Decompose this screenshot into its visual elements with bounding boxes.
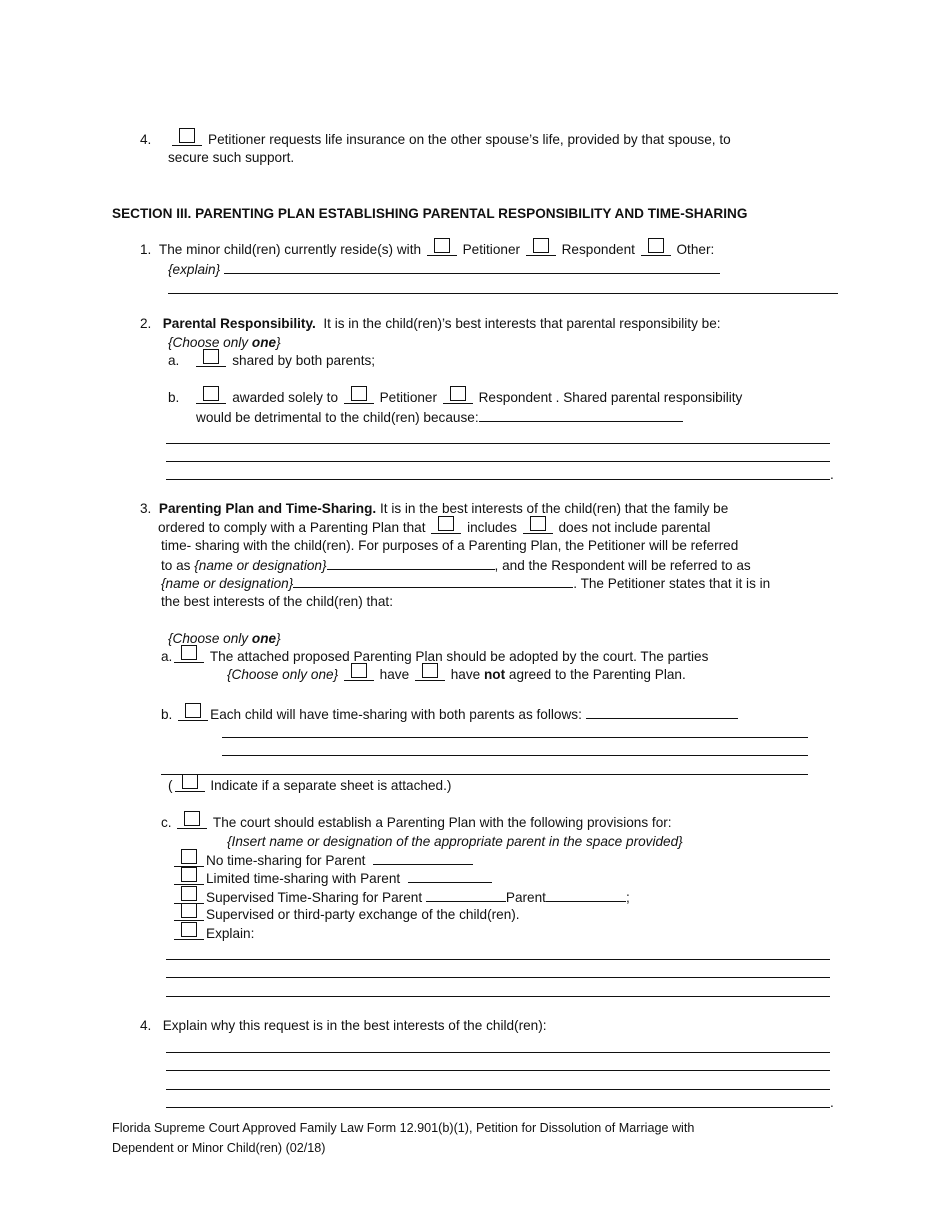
court-establish-checkbox[interactable] <box>177 814 207 829</box>
option-label: Other: <box>676 242 715 257</box>
explain-line[interactable] <box>166 977 830 978</box>
explain-line[interactable] <box>166 996 830 997</box>
q1 <box>140 241 714 259</box>
option-bold: not <box>483 667 506 682</box>
option-letter: c. <box>161 815 172 830</box>
q3-text: , and the Respondent will be referred to as <box>494 558 751 573</box>
q2b-line2 <box>196 408 683 427</box>
reside-petitioner-checkbox[interactable] <box>427 241 457 256</box>
option-text: The attached proposed Parenting Plan should be adopted by the court. The parties <box>209 649 709 664</box>
placeholder-note: {name or designation} <box>194 558 327 573</box>
section-title: SECTION III. PARENTING PLAN ESTABLISHING PARENTAL RESPONSIBILITY AND TIME-SHARING <box>112 206 748 221</box>
q4 <box>140 1017 547 1035</box>
explain-line[interactable] <box>166 959 830 960</box>
q3-line2 <box>158 519 710 537</box>
petitioner-designation-field[interactable] <box>327 556 495 570</box>
provision-exchange <box>172 906 520 924</box>
option-label: have <box>450 667 484 682</box>
explain-field-line[interactable] <box>168 293 838 294</box>
option-label: Petitioner <box>462 242 521 257</box>
option-text: The court should establish a Parenting Plan with the following provisions for: <box>212 815 672 830</box>
option-label: agreed to the Parenting Plan. <box>505 667 686 682</box>
shared-responsibility-checkbox[interactable] <box>196 352 226 367</box>
includes-checkbox[interactable] <box>431 519 461 534</box>
q4-text: Explain why this request is in the best interests of the child(ren): <box>162 1018 547 1033</box>
provision-explain <box>172 925 254 943</box>
item-number: 1. <box>140 242 152 257</box>
item-number: 4. <box>140 1018 152 1033</box>
note-text: } <box>276 335 281 350</box>
q3a-agreement <box>227 666 686 684</box>
q2-text: It is in the child(ren)’s best interests that parental responsibility be: <box>323 316 721 331</box>
item-text: secure such support. <box>168 150 295 165</box>
note-bold: one <box>251 335 277 350</box>
reason-line[interactable] <box>166 443 830 444</box>
q3-text: time- sharing with the child(ren). For purposes of a Parenting Plan, the Petitioner will be referred <box>161 538 739 553</box>
period: . <box>830 467 834 482</box>
option-text: Indicate if a separate sheet is attached.) <box>210 778 452 793</box>
time-sharing-field[interactable] <box>586 705 738 719</box>
adopt-plan-checkbox[interactable] <box>174 648 204 663</box>
supervised-exchange-checkbox[interactable] <box>174 906 204 921</box>
time-sharing-line[interactable] <box>222 755 808 756</box>
reason-line[interactable] <box>166 461 830 462</box>
no-time-sharing-checkbox[interactable] <box>174 852 204 867</box>
q3-text: . The Petitioner states that it is in <box>573 576 771 591</box>
option-text: No time-sharing for Parent <box>206 853 366 868</box>
option-label: does not include parental <box>558 520 711 535</box>
option-label: Respondent <box>561 242 635 257</box>
sole-responsibility-checkbox[interactable] <box>196 389 226 404</box>
respondent-designation-field[interactable] <box>293 574 573 588</box>
separate-sheet-row <box>168 777 451 795</box>
option-text: Each child will have time-sharing with both parents as follows: <box>210 707 582 722</box>
life-insurance-checkbox[interactable] <box>172 131 202 146</box>
reside-other-checkbox[interactable] <box>641 241 671 256</box>
option-letter: a. <box>168 353 180 368</box>
time-sharing-line[interactable] <box>161 774 808 775</box>
sole-petitioner-checkbox[interactable] <box>344 389 374 404</box>
item-number: 2. <box>140 316 152 331</box>
option-text: Parent <box>505 890 546 905</box>
option-letter: b. <box>168 390 180 405</box>
q2b <box>168 389 742 407</box>
note-text: {Choose only <box>168 335 252 350</box>
best-interest-line[interactable] <box>166 1107 830 1108</box>
punctuation: ; <box>625 890 630 905</box>
option-label: Petitioner <box>379 390 438 405</box>
q3c <box>161 814 672 832</box>
option-label: includes <box>467 520 517 535</box>
choose-one-note <box>168 334 281 352</box>
paren: ( <box>168 778 173 793</box>
parent-field[interactable] <box>373 851 473 865</box>
option-letter: a. <box>161 649 173 664</box>
detrimental-reason-field[interactable] <box>479 408 683 422</box>
does-not-include-checkbox[interactable] <box>523 519 553 534</box>
note-bold: one <box>251 631 277 646</box>
best-interest-line[interactable] <box>166 1070 830 1071</box>
option-text: Explain: <box>206 926 255 941</box>
separate-sheet-checkbox[interactable] <box>175 777 205 792</box>
item-number: 3. <box>140 501 152 516</box>
note-text: {Choose only one} <box>227 667 339 682</box>
reside-respondent-checkbox[interactable] <box>526 241 556 256</box>
not-agreed-checkbox[interactable] <box>415 666 445 681</box>
option-label: have <box>379 667 410 682</box>
option-text: Supervised Time-Sharing for Parent <box>206 890 423 905</box>
q3-text: the best interests of the child(ren) that: <box>161 594 393 609</box>
q3-line4 <box>161 556 751 575</box>
explain-field[interactable] <box>224 260 720 274</box>
option-text: shared by both parents; <box>232 353 376 368</box>
q1-text: The minor child(ren) currently reside(s) with <box>158 242 422 257</box>
note-text: {Choose only <box>168 631 252 646</box>
item-number: 4. <box>140 132 152 147</box>
period: . <box>830 1095 834 1110</box>
best-interest-line[interactable] <box>166 1089 830 1090</box>
reason-line[interactable] <box>166 479 830 480</box>
time-sharing-both-checkbox[interactable] <box>178 706 208 721</box>
time-sharing-line[interactable] <box>222 737 808 738</box>
option-text: Respondent . Shared parental responsibility <box>478 390 743 405</box>
parent-field[interactable] <box>546 888 626 902</box>
option-text: would be detrimental to the child(ren) because: <box>196 410 479 425</box>
footer-form-info: Dependent or Minor Child(ren) (02/18) <box>112 1141 326 1155</box>
q3-text: to as <box>161 558 195 573</box>
q2a <box>168 352 375 370</box>
explain-checkbox[interactable] <box>174 925 204 940</box>
q3b <box>161 705 738 724</box>
q2-title: Parental Responsibility. <box>162 316 316 331</box>
provision-limited <box>172 869 492 888</box>
q3-title: Parenting Plan and Time-Sharing. <box>158 501 377 516</box>
explain-label: {explain} <box>168 262 221 277</box>
supervised-time-sharing-checkbox[interactable] <box>174 889 204 904</box>
q3-text: ordered to comply with a Parenting Plan that <box>158 520 426 535</box>
option-letter: b. <box>161 707 173 722</box>
footer-form-info: Florida Supreme Court Approved Family Law Form 12.901(b)(1), Petition for Dissolution of Marriage with <box>112 1121 695 1135</box>
note-text: } <box>276 631 281 646</box>
best-interest-line[interactable] <box>166 1052 830 1053</box>
option-text: Limited time-sharing with Parent <box>206 871 401 886</box>
option-text: awarded solely to <box>232 390 339 405</box>
sole-respondent-checkbox[interactable] <box>443 389 473 404</box>
option-text: Supervised or third-party exchange of the child(ren). <box>206 907 520 922</box>
provision-supervised <box>172 888 630 907</box>
provision-no-time-sharing <box>172 851 473 870</box>
item-4-life-insurance <box>140 131 731 149</box>
parent-field[interactable] <box>408 869 492 883</box>
q3-text: It is in the best interests of the child(ren) that the family be <box>379 501 729 516</box>
explain-row <box>168 260 720 279</box>
agreed-checkbox[interactable] <box>344 666 374 681</box>
item-text: Petitioner requests life insurance on the other spouse’s life, provided by that spouse, to <box>208 132 731 147</box>
placeholder-note: {name or designation} <box>161 576 294 591</box>
q3 <box>140 500 728 518</box>
insert-note: {Insert name or designation of the appropriate parent in the space provided} <box>227 834 683 849</box>
q2 <box>140 315 721 333</box>
q3-line5 <box>161 574 770 593</box>
parent-field[interactable] <box>426 888 506 902</box>
limited-time-sharing-checkbox[interactable] <box>174 870 204 885</box>
